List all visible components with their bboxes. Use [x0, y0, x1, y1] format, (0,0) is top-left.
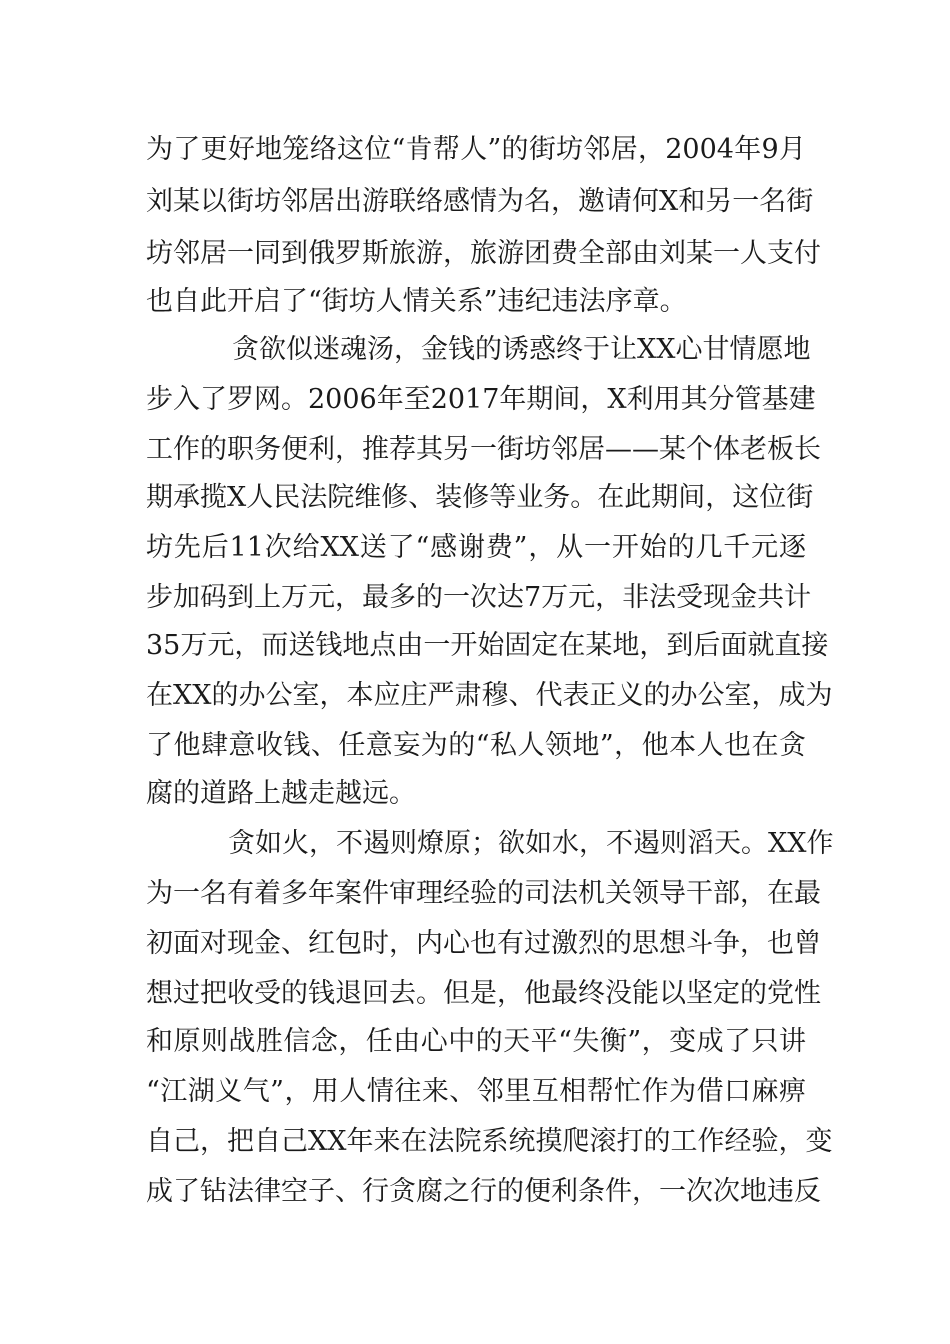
text-line: 为了更好地笼络这位“肯帮人”的街坊邻居，2004年9月: [146, 134, 806, 165]
text-line: 也自此开启了“街坊人情关系”违纪违法序章。: [146, 286, 687, 317]
text-line: 刘某以街坊邻居出游联络感情为名，邀请何X和另一名街: [146, 186, 814, 217]
text-line: 想过把收受的钱退回去。但是，他最终没能以坚定的党性: [146, 978, 821, 1009]
text-line: 步加码到上万元，最多的一次达7万元，非法受现金共计: [146, 582, 812, 613]
text-line: 步入了罗网。2006年至2017年期间，X利用其分管基建: [146, 384, 816, 415]
text-line: 坊邻居一同到俄罗斯旅游，旅游团费全部由刘某一人支付: [146, 238, 821, 269]
text-line: 坊先后11次给XX送了“感谢费”，从一开始的几千元逐: [146, 532, 806, 563]
text-line: 期承揽X人民法院维修、装修等业务。在此期间，这位街: [146, 482, 814, 513]
text-line: 腐的道路上越走越远。: [146, 778, 416, 809]
text-line: 贪如火，不遏则燎原；欲如水，不遏则滔天。XX作: [228, 828, 834, 859]
text-line: 了他肆意收钱、任意妄为的“私人领地”，他本人也在贪: [146, 730, 806, 761]
text-line: 自己，把自己XX年来在法院系统摸爬滚打的工作经验，变: [146, 1126, 833, 1157]
text-line: 和原则战胜信念，任由心中的天平“失衡”，变成了只讲: [146, 1026, 806, 1057]
text-line: 初面对现金、红包时，内心也有过激烈的思想斗争，也曾: [146, 928, 821, 959]
text-line: 工作的职务便利，推荐其另一街坊邻居——某个体老板长: [146, 434, 821, 465]
text-line: 在XX的办公室，本应庄严肃穆、代表正义的办公室，成为: [146, 680, 833, 711]
text-line: 35万元，而送钱地点由一开始固定在某地，到后面就直接: [146, 630, 829, 661]
text-line: 成了钻法律空子、行贪腐之行的便利条件，一次次地违反: [146, 1176, 821, 1207]
text-line: “江湖义气”，用人情往来、邻里互相帮忙作为借口麻痹: [146, 1076, 806, 1107]
text-line: 为一名有着多年案件审理经验的司法机关领导干部，在最: [146, 878, 821, 909]
text-line: 贪欲似迷魂汤，金钱的诱惑终于让XX心甘情愿地: [232, 334, 811, 365]
